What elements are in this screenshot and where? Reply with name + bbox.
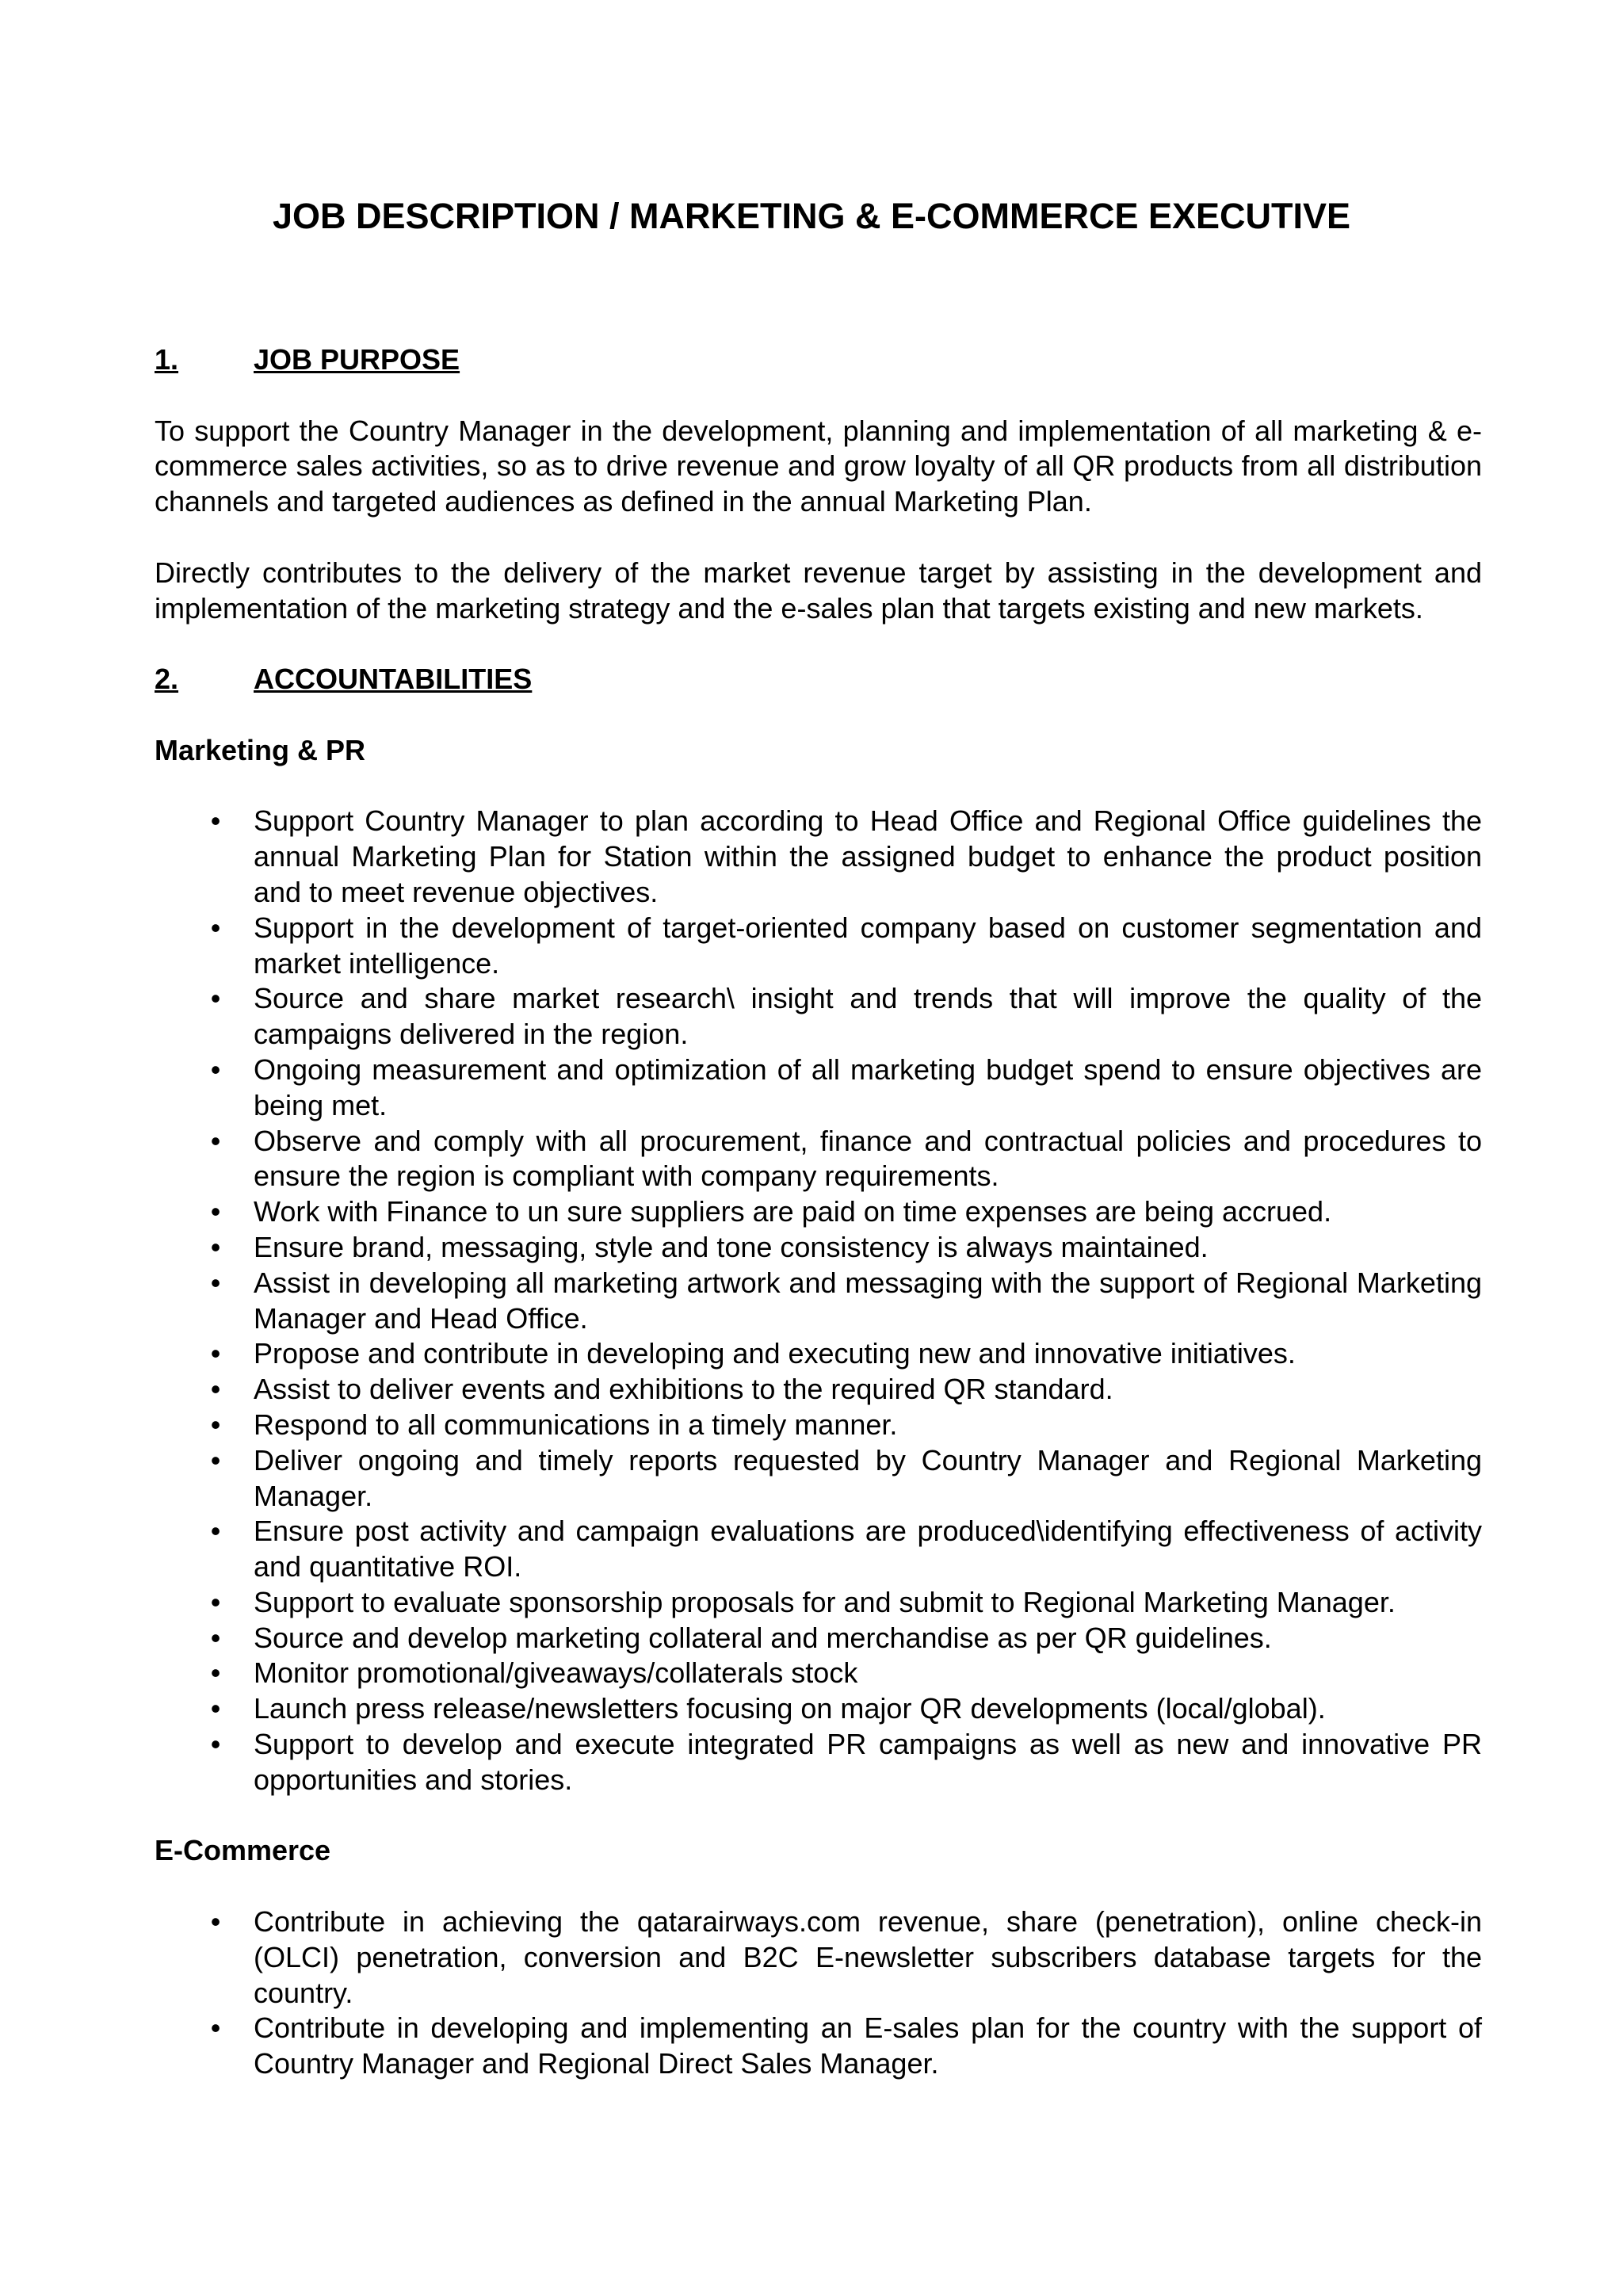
list-item-text: Assist in developing all marketing artwork and messaging with the support of Regional Marketing Manager and Head Office. bbox=[254, 1266, 1482, 1335]
list-item-text: Observe and comply with all procurement, finance and contractual policies and procedures to ensure the region is compliant with company requirements. bbox=[254, 1124, 1482, 1193]
list-item-text: Support Country Manager to plan according to Head Office and Regional Office guidelines the annual Marketing Plan for Station within the assigned budget to enhance the product position and to meet revenue objectives. bbox=[254, 804, 1482, 908]
section-title: ACCOUNTABILITIES bbox=[254, 663, 533, 696]
list-item bbox=[155, 1904, 1482, 2011]
list-item bbox=[155, 1408, 1482, 1443]
bullet-icon: • bbox=[210, 982, 221, 1015]
bullet-icon: • bbox=[210, 1515, 221, 1548]
paragraph: To support the Country Manager in the development, planning and implementation of all marketing & e-commerce sales activities, so as to drive revenue and grow loyalty of all QR products from all distribution channels and targeted audiences as defined in the annual Marketing Plan. bbox=[155, 414, 1482, 518]
list-item bbox=[155, 1691, 1482, 1727]
section-number: 1. bbox=[155, 343, 179, 376]
paragraph: Directly contributes to the delivery of the market revenue target by assisting in the development and implementation of the marketing strategy and the e-sales plan that targets existing and new markets. bbox=[155, 556, 1482, 625]
list-item bbox=[155, 1336, 1482, 1372]
list-item bbox=[155, 2011, 1482, 2082]
list-item bbox=[155, 1372, 1482, 1408]
bullet-icon: • bbox=[210, 1337, 221, 1370]
bullet-icon: • bbox=[210, 1728, 221, 1761]
list-item bbox=[155, 981, 1482, 1052]
bullet-icon: • bbox=[210, 1621, 221, 1654]
list-item bbox=[155, 1443, 1482, 1515]
list-item-text: Contribute in developing and implementing an E-sales plan for the country with the support of Country Manager and Regional Direct Sales Manager. bbox=[254, 2011, 1482, 2080]
list-item bbox=[155, 1585, 1482, 1621]
list-item bbox=[155, 911, 1482, 982]
section-heading-accountabilities bbox=[155, 662, 1482, 697]
section-heading-job-purpose bbox=[155, 342, 1482, 378]
list-item-text: Source and share market research\ insight and trends that will improve the quality of the campaigns delivered in the region. bbox=[254, 982, 1482, 1051]
list-item bbox=[155, 1052, 1482, 1124]
list-item-text: Monitor promotional/giveaways/collaterals stock bbox=[254, 1656, 858, 1690]
bullet-icon: • bbox=[210, 2011, 221, 2045]
list-item-text: Work with Finance to un sure suppliers are paid on time expenses are being accrued. bbox=[254, 1195, 1332, 1228]
subheading-ecommerce: E-Commerce bbox=[155, 1834, 331, 1867]
list-item bbox=[155, 1656, 1482, 1691]
list-item bbox=[155, 1230, 1482, 1266]
list-item bbox=[155, 1124, 1482, 1195]
bullet-icon: • bbox=[210, 1124, 221, 1157]
list-item-text: Ongoing measurement and optimization of all marketing budget spend to ensure objectives are being met. bbox=[254, 1052, 1482, 1121]
bullet-icon: • bbox=[210, 1905, 221, 1939]
document-title: JOB DESCRIPTION / MARKETING & E-COMMERCE EXECUTIVE bbox=[272, 196, 1351, 236]
bullet-icon: • bbox=[210, 1656, 221, 1690]
bullet-icon: • bbox=[210, 1443, 221, 1477]
list-item-text: Support to evaluate sponsorship proposals for and submit to Regional Marketing Manager. bbox=[254, 1585, 1396, 1618]
list-item-text: Contribute in achieving the qatarairways.com revenue, share (penetration), online check-in (OLCI) penetration, conversion and B2C E-newsletter subscribers database targets for the country. bbox=[254, 1905, 1482, 2009]
list-item-text: Support to develop and execute integrated PR campaigns as well as new and innovative PR opportunities and stories. bbox=[254, 1728, 1482, 1796]
subheading-marketing-pr: Marketing & PR bbox=[155, 733, 366, 766]
list-item-text: Respond to all communications in a timely manner. bbox=[254, 1408, 898, 1441]
bullet-icon: • bbox=[210, 1266, 221, 1299]
bullet-icon: • bbox=[210, 1195, 221, 1228]
bullet-icon: • bbox=[210, 1692, 221, 1725]
list-item-text: Deliver ongoing and timely reports requested by Country Manager and Regional Marketing Manager. bbox=[254, 1443, 1482, 1512]
list-item-text: Source and develop marketing collateral and merchandise as per QR guidelines. bbox=[254, 1621, 1272, 1654]
list-item-text: Ensure post activity and campaign evaluations are produced\identifying effectiveness of activity and quantitative ROI. bbox=[254, 1515, 1482, 1584]
list-item-text: Propose and contribute in developing and executing new and innovative initiatives. bbox=[254, 1337, 1296, 1370]
bullet-icon: • bbox=[210, 911, 221, 944]
bullet-icon: • bbox=[210, 1408, 221, 1441]
bullet-icon: • bbox=[210, 1052, 221, 1086]
section-number: 2. bbox=[155, 663, 179, 696]
list-item-text: Launch press release/newsletters focusing on major QR developments (local/global). bbox=[254, 1692, 1326, 1725]
bullet-icon: • bbox=[210, 1373, 221, 1406]
list-item bbox=[155, 1727, 1482, 1798]
list-item bbox=[155, 1514, 1482, 1585]
list-item-text: Support in the development of target-oriented company based on customer segmentation and market intelligence. bbox=[254, 911, 1482, 980]
list-item bbox=[155, 1266, 1482, 1337]
list-item bbox=[155, 1621, 1482, 1656]
marketing-bullet-list bbox=[155, 804, 1482, 1797]
list-item-text: Ensure brand, messaging, style and tone consistency is always maintained. bbox=[254, 1230, 1209, 1263]
list-item bbox=[155, 804, 1482, 910]
list-item bbox=[155, 1194, 1482, 1230]
section-title: JOB PURPOSE bbox=[254, 343, 460, 376]
document-body bbox=[155, 342, 1482, 2082]
list-item-text: Assist to deliver events and exhibitions to the required QR standard. bbox=[254, 1373, 1113, 1406]
bullet-icon: • bbox=[210, 1230, 221, 1263]
bullet-icon: • bbox=[210, 804, 221, 838]
ecommerce-bullet-list bbox=[155, 1904, 1482, 2082]
bullet-icon: • bbox=[210, 1585, 221, 1618]
